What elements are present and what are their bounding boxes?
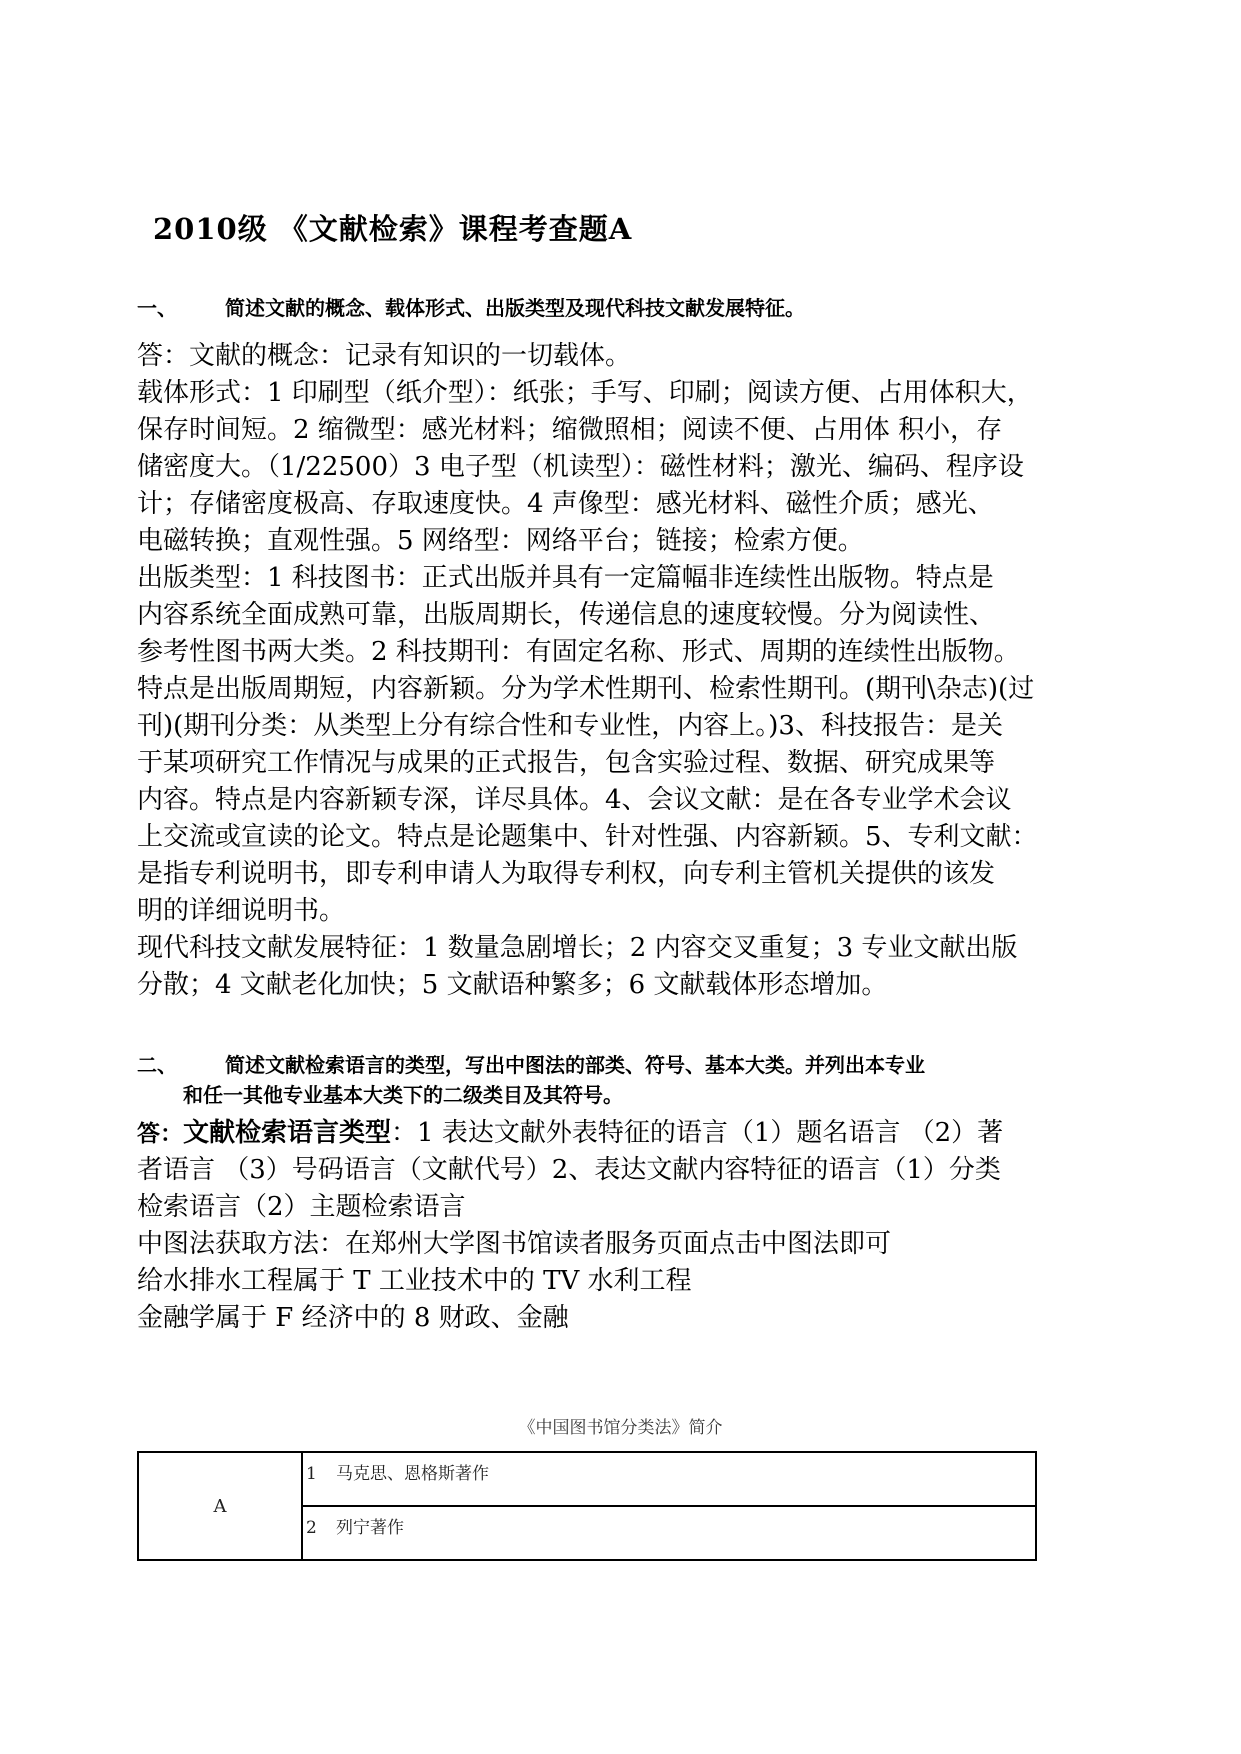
answer-line: 计；存储密度极高、存取速度快。4 声像型：感光材料、磁性介质；感光、 [137, 489, 994, 519]
question-2-text-line-2: 和任一其他专业基本大类下的二级类目及其符号。 [183, 1083, 623, 1107]
answer-line: 出版类型：1 科技图书：正式出版并具有一定篇幅非连续性出版物。特点是 [137, 563, 994, 593]
subclass-cell [302, 1452, 1036, 1506]
page-title: 2010级 《文献检索》课程考查题A [153, 212, 633, 246]
answer-line: 内容系统全面成熟可靠，出版周期长，传递信息的速度较慢。分为阅读性、 [137, 600, 996, 630]
subclass-name: 马克思、恩格斯著作 [336, 1464, 489, 1484]
table-row [138, 1452, 1036, 1506]
answer-line: 于某项研究工作情况与成果的正式报告，包含实验过程、数据、研究成果等 [137, 748, 996, 778]
answer-line: 上交流或宣读的论文。特点是论题集中、针对性强、内容新颖。5、专利文献： [137, 822, 1038, 852]
question-2-text-line-1: 简述文献检索语言的类型，写出中图法的部类、符号、基本大类。并列出本专业 [225, 1053, 925, 1077]
subclass-number: 2 [306, 1518, 317, 1538]
answer-line: 载体形式：1 印刷型（纸介型）：纸张；手写、印刷；阅读方便、占用体积大， [137, 378, 1033, 408]
answer-line: 给水排水工程属于 T 工业技术中的 TV 水利工程 [137, 1266, 692, 1296]
answer-line: 电磁转换；直观性强。5 网络型：网络平台；链接；检索方便。 [137, 526, 864, 556]
answer-line: 中图法获取方法：在郑州大学图书馆读者服务页面点击中图法即可 [137, 1229, 892, 1259]
answer-line: 保存时间短。2 缩微型：感光材料；缩微照相；阅读不便、占用体 积小，存 [137, 415, 1003, 445]
question-1-heading [137, 293, 1107, 323]
answer-line: 分散；4 文献老化加快；5 文献语种繁多；6 文献载体形态增加。 [137, 970, 888, 1000]
subclass-number: 1 [306, 1464, 317, 1484]
answer-line: 明的详细说明书。 [137, 896, 346, 926]
subclass-cell [302, 1506, 1036, 1560]
answer-first-line [137, 1115, 1113, 1152]
answer-first-line-rest: ：1 表达文献外表特征的语言（1）题名语言 （2）著 [391, 1118, 1004, 1148]
classification-table [137, 1451, 1037, 1561]
question-1-number: 一、 [137, 296, 177, 320]
answer-line: 金融学属于 F 经济中的 8 财政、金融 [137, 1303, 569, 1333]
answer-line: 现代科技文献发展特征：1 数量急剧增长；2 内容交叉重复；3 专业文献出版 [137, 933, 1018, 963]
question-1-text: 简述文献的概念、载体形式、出版类型及现代科技文献发展特征。 [225, 296, 805, 320]
answer-line: 内容。特点是内容新颖专深，详尽具体。4、会议文献：是在各专业学术会议 [137, 785, 1012, 815]
answer-line: 刊)(期刊分类：从类型上分有综合性和专业性，内容上。)3、科技报告：是关 [137, 711, 1003, 741]
table-caption: 《中国图书馆分类法》简介 [518, 1418, 723, 1438]
answer-line: 储密度大。（1/22500）3 电子型（机读型）：磁性材料；激光、编码、程序设 [137, 452, 1024, 482]
answer-line: 者语言 （3）号码语言（文献代号）2、表达文献内容特征的语言（1）分类 [137, 1155, 1001, 1185]
subclass-name: 列宁著作 [336, 1518, 404, 1538]
answer-line: 检索语言（2）主题检索语言 [137, 1192, 466, 1222]
answer-line: 参考性图书两大类。2 科技期刊：有固定名称、形式、周期的连续性出版物。 [137, 637, 1020, 667]
answer-topic: 文献检索语言类型 [183, 1118, 392, 1148]
class-code-cell: A [138, 1452, 302, 1560]
question-2-number: 二、 [137, 1053, 177, 1077]
answer-label: 答： [137, 1121, 183, 1147]
question-1-answer [137, 338, 1113, 1004]
answer-line: 是指专利说明书，即专利申请人为取得专利权，向专利主管机关提供的该发 [137, 859, 996, 889]
answer-line: 答：文献的概念：记录有知识的一切载体。 [137, 341, 632, 371]
question-2-answer [137, 1115, 1113, 1337]
question-2-heading [137, 1050, 1107, 1110]
answer-line: 特点是出版周期短，内容新颖。分为学术性期刊、检索性期刊。(期刊\杂志)(过 [137, 674, 1035, 704]
